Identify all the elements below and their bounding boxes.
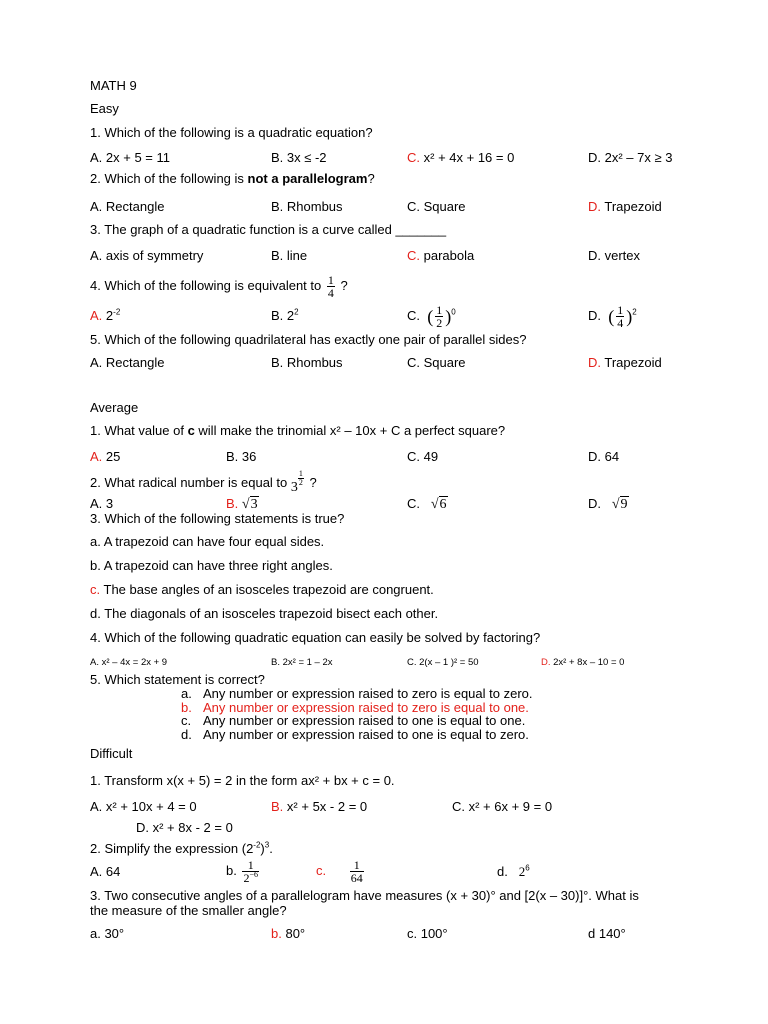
- option-a-exponent: -2: [113, 307, 121, 317]
- fraction-denominator: 64: [350, 871, 363, 886]
- option-a: A. x² – 4x = 2x + 9: [90, 657, 168, 668]
- fraction-denominator: 2: [298, 478, 303, 488]
- option-text: Any number or expression raised to one is equal to zero.: [203, 727, 529, 742]
- option-b: B. Rhombus: [271, 355, 343, 370]
- answer-letter: A.: [90, 308, 103, 323]
- option-d: D. 64: [588, 449, 620, 464]
- easy-q5-question: 5. Which of the following quadrilateral has exactly one pair of parallel sides?: [90, 332, 527, 347]
- exponent: 2: [632, 307, 637, 317]
- easy-q1-options: [0, 150, 768, 170]
- difficult-q1-options: [0, 799, 768, 819]
- question-emphasis: not a parallelogram: [247, 171, 368, 186]
- option-text: Any number or expression raised to zero is equal to zero.: [203, 686, 533, 701]
- option-b-letter: b.: [226, 863, 237, 878]
- fraction: [350, 859, 364, 884]
- sqrt: √3: [241, 497, 258, 512]
- option-c: C. 2(x – 1 )² = 50: [407, 657, 479, 668]
- answer-letter: D.: [588, 355, 601, 370]
- option-d: [497, 864, 530, 880]
- option-c: [407, 150, 514, 166]
- option-letter: b.: [181, 700, 192, 715]
- denominator-base: 2: [243, 871, 250, 886]
- option-c: [407, 496, 448, 513]
- option-a: A. Rectangle: [90, 355, 165, 370]
- option-d: [541, 655, 624, 671]
- sqrt: √6: [430, 497, 447, 512]
- option-b: [271, 926, 305, 942]
- average-q3-option-d: d. The diagonals of an isosceles trapezoid bisect each other.: [90, 606, 439, 621]
- option-c-text: The base angles of an isosceles trapezoid are congruent.: [103, 582, 434, 597]
- page-title: MATH 9: [90, 78, 137, 93]
- question-end: ?: [367, 171, 375, 186]
- option-c-letter: C.: [407, 496, 420, 511]
- option-d: [588, 496, 629, 513]
- option-letter: a.: [181, 686, 192, 701]
- question-end: ?: [309, 475, 317, 490]
- question-mid: ): [260, 841, 265, 856]
- option-d-text: Trapezoid: [604, 355, 662, 370]
- option-c: C. Square: [407, 355, 466, 370]
- option-d: d 140°: [588, 926, 626, 941]
- question-text: 2. What radical number is equal to: [90, 475, 288, 490]
- option-d-letter: d.: [497, 864, 508, 879]
- option-d-letter: D.: [588, 496, 601, 511]
- fraction-denominator: 4: [617, 316, 624, 331]
- fraction-exponent: [298, 470, 304, 487]
- fraction-numerator: 1: [247, 858, 254, 873]
- option-text: Any number or expression raised to one is equal to one.: [203, 713, 526, 728]
- option-d: D. 2x² – 7x ≥ 3: [588, 150, 673, 165]
- question-emphasis: c: [187, 423, 195, 438]
- option-d-text: 2x² + 8x – 10 = 0: [553, 657, 625, 668]
- option-b: B. line: [271, 248, 308, 263]
- option-b: B. Rhombus: [271, 199, 343, 214]
- radicand: 9: [620, 497, 628, 512]
- fraction-numerator: 1: [327, 273, 334, 288]
- answer-letter: D.: [588, 199, 601, 214]
- option-d: [588, 302, 637, 331]
- option-a-base: 2: [105, 308, 114, 323]
- option-c: [407, 248, 474, 264]
- average-q3-question: 3. Which of the following statements is true?: [90, 511, 345, 526]
- fraction: [242, 859, 259, 884]
- average-q3-option-c: [90, 582, 434, 598]
- question-text: 2. Which of the following is: [90, 171, 248, 186]
- average-q5-option-c: [181, 713, 526, 728]
- option-c: C. 49: [407, 449, 439, 464]
- average-q1-options: [0, 449, 768, 469]
- easy-q4-question: [90, 273, 348, 299]
- answer-letter: D.: [541, 657, 551, 668]
- option-d: [588, 355, 662, 371]
- option-b: [226, 856, 261, 886]
- average-q5-option-d: [181, 727, 529, 742]
- average-q5-question: 5. Which statement is correct?: [90, 672, 265, 687]
- exponent: -2: [253, 840, 261, 850]
- option-c: c. 100°: [407, 926, 448, 941]
- open-paren: (: [427, 306, 434, 327]
- close-paren: ): [445, 306, 452, 327]
- option-b-text: 80°: [285, 926, 306, 941]
- difficult-q2-options: [0, 856, 768, 888]
- average-q4-question: 4. Which of the following quadratic equation can easily be solved by factoring?: [90, 630, 541, 645]
- easy-q4-options: [0, 302, 768, 330]
- option-b-base: B. 2: [271, 308, 295, 323]
- radicand: 6: [439, 497, 447, 512]
- easy-q5-options: [0, 355, 768, 375]
- answer-letter: C.: [407, 248, 420, 263]
- average-q1-question: [90, 423, 505, 439]
- fraction: [327, 274, 335, 299]
- answer-letter: A.: [90, 449, 103, 464]
- easy-q3-options: [0, 248, 768, 268]
- fraction: [616, 304, 624, 329]
- option-letter: d.: [181, 727, 192, 742]
- average-q3-option-b: b. A trapezoid can have three right angles.: [90, 558, 333, 573]
- radical-base: 3: [290, 480, 298, 495]
- option-c: C. x² + 6x + 9 = 0: [452, 799, 553, 814]
- option-c-letter: C.: [407, 308, 420, 323]
- easy-q3-question: 3. The graph of a quadratic function is a curve called _______: [90, 222, 447, 237]
- exponent: 0: [451, 307, 456, 317]
- option-a-text: 25: [105, 449, 121, 464]
- option-c-text: parabola: [423, 248, 475, 263]
- option-a: A. 64: [90, 864, 121, 879]
- option-d: [588, 199, 662, 215]
- option-d-base: 2: [518, 864, 526, 879]
- average-q3-option-a: a. A trapezoid can have four equal sides.: [90, 534, 325, 549]
- option-a: a. 30°: [90, 926, 125, 941]
- question-end: will make the trinomial x² – 10x + C a perfect square?: [194, 423, 506, 438]
- option-a: [90, 449, 120, 465]
- answer-letter: c.: [316, 863, 327, 878]
- fraction-numerator: 1: [436, 303, 443, 318]
- option-d-letter: D.: [588, 308, 601, 323]
- option-a: A. x² + 10x + 4 = 0: [90, 799, 197, 814]
- fraction-denominator: 2: [436, 316, 443, 331]
- answer-letter: b.: [271, 926, 282, 941]
- close-paren: ): [626, 306, 633, 327]
- option-b: [271, 799, 367, 815]
- sqrt: √9: [611, 497, 628, 512]
- option-b-text: x² + 5x - 2 = 0: [286, 799, 368, 814]
- difficult-q3-options: [0, 926, 768, 946]
- option-c: C. Square: [407, 199, 466, 214]
- fraction-denominator: 4: [327, 286, 334, 301]
- answer-letter: C.: [407, 150, 420, 165]
- option-a: [90, 308, 120, 324]
- option-c-text: x² + 4x + 16 = 0: [423, 150, 515, 165]
- average-q2-question: [90, 471, 317, 496]
- answer-letter: c.: [90, 582, 101, 597]
- option-b: B. 36: [226, 449, 257, 464]
- option-b-exponent: 2: [294, 307, 299, 317]
- section-heading-easy: Easy: [90, 101, 119, 116]
- easy-q2-question: [90, 171, 375, 187]
- option-d-text: Trapezoid: [604, 199, 662, 214]
- option-c: [316, 856, 366, 886]
- option-letter: c.: [181, 713, 192, 728]
- open-paren: (: [608, 306, 615, 327]
- option-text: Any number or expression raised to zero is equal to one.: [203, 700, 529, 715]
- fraction-numerator: 1: [353, 858, 360, 873]
- exponent: 6: [525, 863, 530, 873]
- question-text: 1. What value of: [90, 423, 188, 438]
- option-c: [407, 302, 456, 331]
- question-text: 4. Which of the following is equivalent to: [90, 278, 322, 293]
- difficult-q1-question: 1. Transform x(x + 5) = 2 in the form ax² + bx + c = 0.: [90, 773, 395, 788]
- fraction-numerator: 1: [617, 303, 624, 318]
- exponent: 3: [264, 840, 270, 850]
- option-b: [271, 308, 299, 324]
- radicand: 3: [250, 497, 258, 512]
- fraction: [435, 304, 443, 329]
- option-a: A. 3: [90, 496, 114, 511]
- section-heading-difficult: Difficult: [90, 746, 133, 761]
- option-a: A. Rectangle: [90, 199, 165, 214]
- option-a: A. axis of symmetry: [90, 248, 204, 263]
- answer-letter: B.: [271, 799, 284, 814]
- easy-q1-question: 1. Which of the following is a quadratic equation?: [90, 125, 373, 140]
- fraction-numerator: 1: [298, 469, 303, 479]
- option-d: D. vertex: [588, 248, 641, 263]
- option-b: B. 3x ≤ -2: [271, 150, 327, 165]
- question-end: ?: [340, 278, 348, 293]
- difficult-q1-option-d: D. x² + 8x - 2 = 0: [136, 820, 233, 835]
- question-end: .: [269, 841, 273, 856]
- average-q5-option-a: [181, 686, 533, 701]
- section-heading-average: Average: [90, 400, 139, 415]
- difficult-q3-question-line2: the measure of the smaller angle?: [90, 903, 287, 918]
- difficult-q3-question-line1: 3. Two consecutive angles of a parallelogram have measures (x + 30)° and [2(x – 30)]°. What is: [90, 888, 639, 903]
- fraction-denominator: [242, 871, 259, 884]
- easy-q2-options: [0, 199, 768, 219]
- answer-letter: B.: [226, 496, 239, 511]
- difficult-q2-question: [90, 841, 273, 857]
- option-b: B. 2x² = 1 – 2x: [271, 657, 333, 668]
- denominator-exponent: −6: [249, 870, 258, 880]
- question-text: 2. Simplify the expression (2: [90, 841, 254, 856]
- option-a: A. 2x + 5 = 11: [90, 150, 170, 165]
